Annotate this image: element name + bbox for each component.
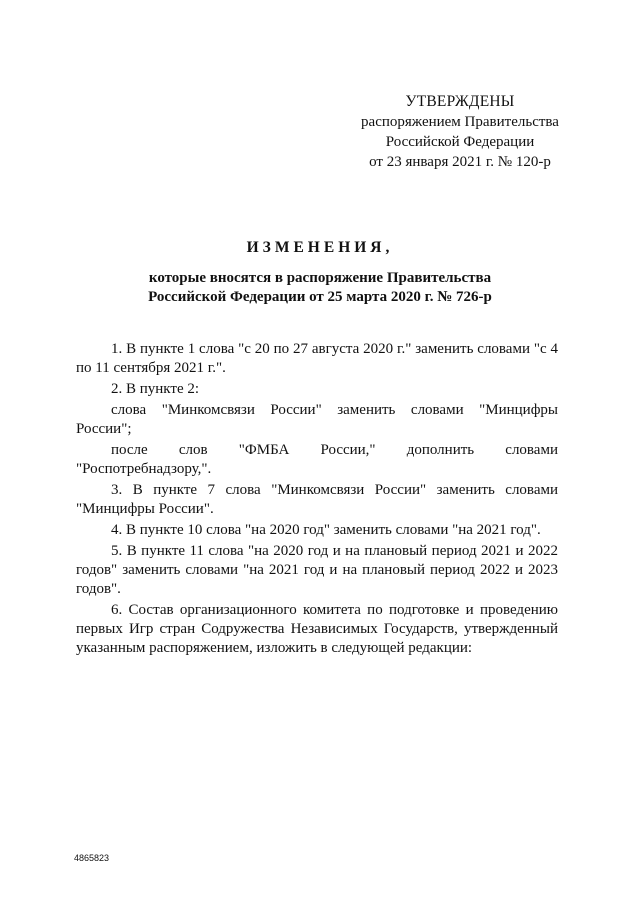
- paragraph-item-2-sub-1: [76, 401, 558, 439]
- document-subtitle-line-2: Российской Федерации от 25 марта 2020 г. № 726-р: [148, 289, 492, 305]
- document-body: [76, 340, 558, 660]
- approval-line-2: Российской Федерации: [385, 134, 535, 150]
- paragraph-item-1: 1. В пункте 1 слова "с 20 по 27 августа 2020 г." заменить словами "с 4 по 11 сентября 2021 г.".: [76, 341, 558, 376]
- approval-stamp: [350, 92, 570, 172]
- paragraph-item-2-sub-1-line-2: России";: [76, 421, 132, 437]
- paragraph-item-2-sub-2-line-1: после слов "ФМБА России," дополнить словами: [111, 442, 558, 458]
- paragraph-item-4: 4. В пункте 10 слова "на 2020 год" заменить словами "на 2021 год".: [111, 522, 541, 538]
- approval-heading: УТВЕРЖДЕНЫ: [405, 93, 515, 110]
- paragraph-item-2-heading: 2. В пункте 2:: [111, 381, 200, 397]
- paragraph-item-2-sub-2-line-2: "Роспотребнадзору,".: [76, 461, 212, 477]
- document-title-block: [60, 238, 580, 307]
- approval-line-1: распоряжением Правительства: [361, 114, 559, 130]
- paragraph-item-5: 5. В пункте 11 слова "на 2020 год и на плановый период 2021 и 2022 годов" заменить словами "на 2021 год и на плановый период 2022 и 2023 годов".: [76, 543, 558, 597]
- document-subtitle-line-1: которые вносятся в распоряжение Правительства: [148, 270, 492, 286]
- document-title: ИЗМЕНЕНИЯ,: [246, 239, 394, 256]
- paragraph-item-6: 6. Состав организационного комитета по подготовке и проведению первых Игр стран Содружества Независимых Государств, утвержденный указанным распоряжением, изложить в следующей редакции:: [76, 602, 558, 656]
- paragraph-item-2-sub-2: [76, 441, 558, 479]
- approval-line-3: от 23 января 2021 г. № 120-р: [369, 154, 551, 170]
- document-code: 4865823: [74, 853, 110, 863]
- paragraph-item-3: 3. В пункте 7 слова "Минкомсвязи России" заменить словами "Минцифры России".: [76, 482, 558, 517]
- paragraph-item-2-sub-1-line-1: слова "Минкомсвязи России" заменить словами "Минцифры: [111, 402, 558, 418]
